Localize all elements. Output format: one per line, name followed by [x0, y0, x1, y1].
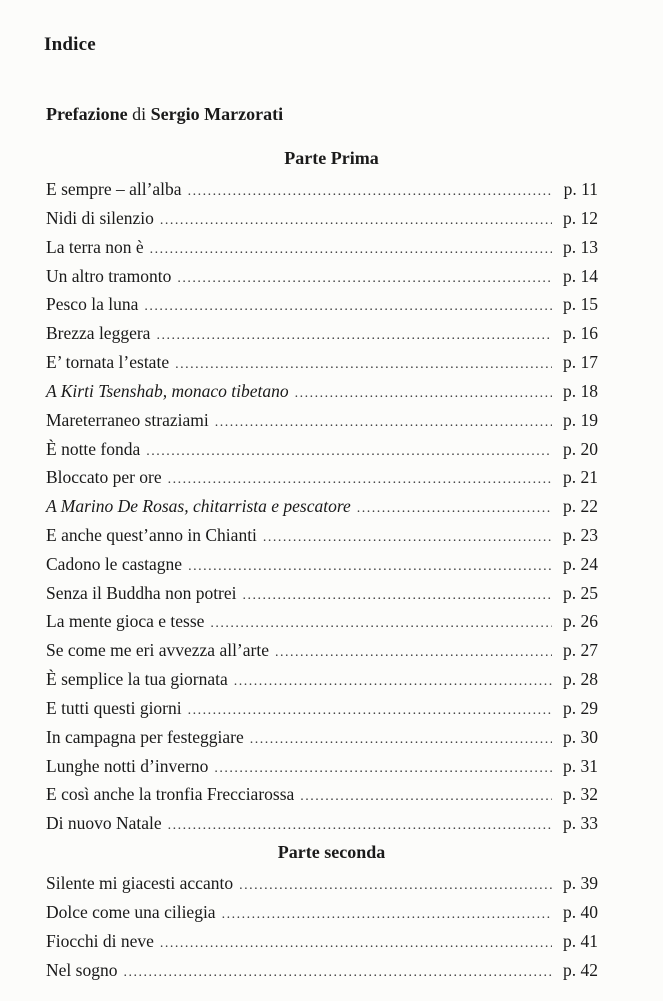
leader-dots [150, 236, 552, 264]
entry-page: p. 13 [563, 237, 598, 257]
entry-page: p. 39 [563, 873, 598, 893]
leader-dots [123, 959, 552, 987]
toc-entry[interactable] [46, 809, 598, 837]
entry-page: p. 20 [563, 439, 598, 459]
toc-entry[interactable] [46, 290, 598, 318]
toc-entry[interactable] [46, 694, 598, 722]
entry-title: E tutti questi giorni [46, 698, 182, 718]
entry-title: Pesco la luna [46, 294, 139, 314]
entry-page: p. 42 [563, 960, 598, 980]
leader-dots [239, 872, 552, 900]
entry-title: Brezza leggera [46, 323, 151, 343]
part-one-heading: Parte Prima [284, 148, 379, 168]
toc-entry[interactable] [46, 579, 598, 607]
leader-dots [357, 495, 552, 523]
toc-entry[interactable] [46, 665, 598, 693]
entry-page: p. 19 [563, 410, 598, 430]
entry-page: p. 11 [563, 179, 598, 199]
entry-title: Nel sogno [46, 960, 118, 980]
leader-dots [210, 610, 552, 638]
leader-dots [168, 466, 552, 494]
entry-title: Lunghe notti d’inverno [46, 756, 209, 776]
entry-page: p. 12 [563, 208, 598, 228]
entry-title: Senza il Buddha non potrei [46, 583, 237, 603]
toc-entry[interactable] [46, 723, 598, 751]
leader-dots [146, 438, 552, 466]
toc-entry[interactable] [46, 927, 598, 955]
leader-dots [188, 697, 552, 725]
entry-page: p. 22 [563, 496, 598, 516]
entry-page: p. 25 [563, 583, 598, 603]
entry-page: p. 17 [563, 352, 598, 372]
entry-title: Un altro tramonto [46, 266, 172, 286]
leader-dots [215, 409, 552, 437]
entry-title: E anche quest’anno in Chianti [46, 525, 257, 545]
toc-entry[interactable] [46, 175, 598, 203]
leader-dots [156, 322, 552, 350]
leader-dots [168, 812, 552, 840]
entry-title: La mente gioca e tesse [46, 611, 205, 631]
preface-line [46, 104, 283, 125]
leader-dots [300, 783, 552, 811]
entry-page: p. 24 [563, 554, 598, 574]
preface-author: Sergio Marzorati [150, 104, 284, 124]
leader-dots [295, 380, 552, 408]
entry-title: Fiocchi di neve [46, 931, 154, 951]
entry-title: Nidi di silenzio [46, 208, 154, 228]
entry-title: La terra non è [46, 237, 144, 257]
leader-dots [188, 178, 552, 206]
entry-page: p. 16 [563, 323, 598, 343]
entry-page: p. 23 [563, 525, 598, 545]
entry-page: p. 40 [563, 902, 598, 922]
leader-dots [243, 582, 552, 610]
entry-title: Dolce come una ciliegia [46, 902, 216, 922]
entry-page: p. 30 [563, 727, 598, 747]
leader-dots [250, 726, 552, 754]
entry-page: p. 31 [563, 756, 598, 776]
leader-dots [188, 553, 552, 581]
preface-label: Prefazione [46, 104, 128, 124]
toc-entry[interactable] [46, 262, 598, 290]
leader-dots [177, 265, 552, 293]
entry-page: p. 27 [563, 640, 598, 660]
toc-entry[interactable] [46, 898, 598, 926]
entry-title: È notte fonda [46, 439, 141, 459]
toc-entry[interactable] [46, 406, 598, 434]
leader-dots [222, 901, 552, 929]
entry-page: p. 33 [563, 813, 598, 833]
entry-title: Mareterraneo straziami [46, 410, 209, 430]
leader-dots [263, 524, 552, 552]
entry-page: p. 26 [563, 611, 598, 631]
toc-entry[interactable] [46, 956, 598, 984]
leader-dots [144, 293, 552, 321]
leader-dots [275, 639, 552, 667]
entry-title: A Kirti Tsenshab, monaco tibetano [46, 381, 289, 401]
toc-entry[interactable] [46, 550, 598, 578]
toc-entry[interactable] [46, 463, 598, 491]
entry-title: Di nuovo Natale [46, 813, 162, 833]
leader-dots [160, 930, 552, 958]
entry-page: p. 41 [563, 931, 598, 951]
toc-entry[interactable] [46, 752, 598, 780]
toc-entry[interactable] [46, 319, 598, 347]
toc-entry[interactable] [46, 521, 598, 549]
entry-title: Cadono le castagne [46, 554, 183, 574]
entry-title: E sempre – all’alba [46, 179, 182, 199]
entry-title: A Marino De Rosas, chitarrista e pescatore [46, 496, 351, 516]
leader-dots [160, 207, 552, 235]
entry-title: E così anche la tronfia Frecciarossa [46, 784, 295, 804]
entry-page: p. 32 [563, 784, 598, 804]
entry-title: E’ tornata l’estate [46, 352, 170, 372]
part-two-heading: Parte seconda [277, 842, 386, 862]
entry-title: Bloccato per ore [46, 467, 162, 487]
entry-title: È semplice la tua giornata [46, 669, 228, 689]
leader-dots [214, 755, 552, 783]
entry-page: p. 21 [563, 467, 598, 487]
entry-page: p. 14 [563, 266, 598, 286]
entry-title: Se come me eri avvezza all’arte [46, 640, 269, 660]
entry-page: p. 18 [563, 381, 598, 401]
leader-dots [234, 668, 552, 696]
toc-entry[interactable] [46, 233, 598, 261]
toc-entry[interactable] [46, 435, 598, 463]
preface-connector: di [132, 104, 147, 124]
entry-page: p. 15 [563, 294, 598, 314]
index-title: Indice [44, 34, 96, 55]
toc-entry[interactable] [46, 636, 598, 664]
toc-entry[interactable] [46, 492, 598, 520]
entry-title: Silente mi giacesti accanto [46, 873, 234, 893]
toc-entry[interactable] [46, 348, 598, 376]
entry-title: In campagna per festeggiare [46, 727, 244, 747]
toc-entry[interactable] [46, 780, 598, 808]
entry-page: p. 29 [563, 698, 598, 718]
leader-dots [175, 351, 552, 379]
toc-entry[interactable] [46, 869, 598, 897]
toc-entry[interactable] [46, 204, 598, 232]
toc-entry[interactable] [46, 377, 598, 405]
entry-page: p. 28 [563, 669, 598, 689]
toc-entry[interactable] [46, 607, 598, 635]
